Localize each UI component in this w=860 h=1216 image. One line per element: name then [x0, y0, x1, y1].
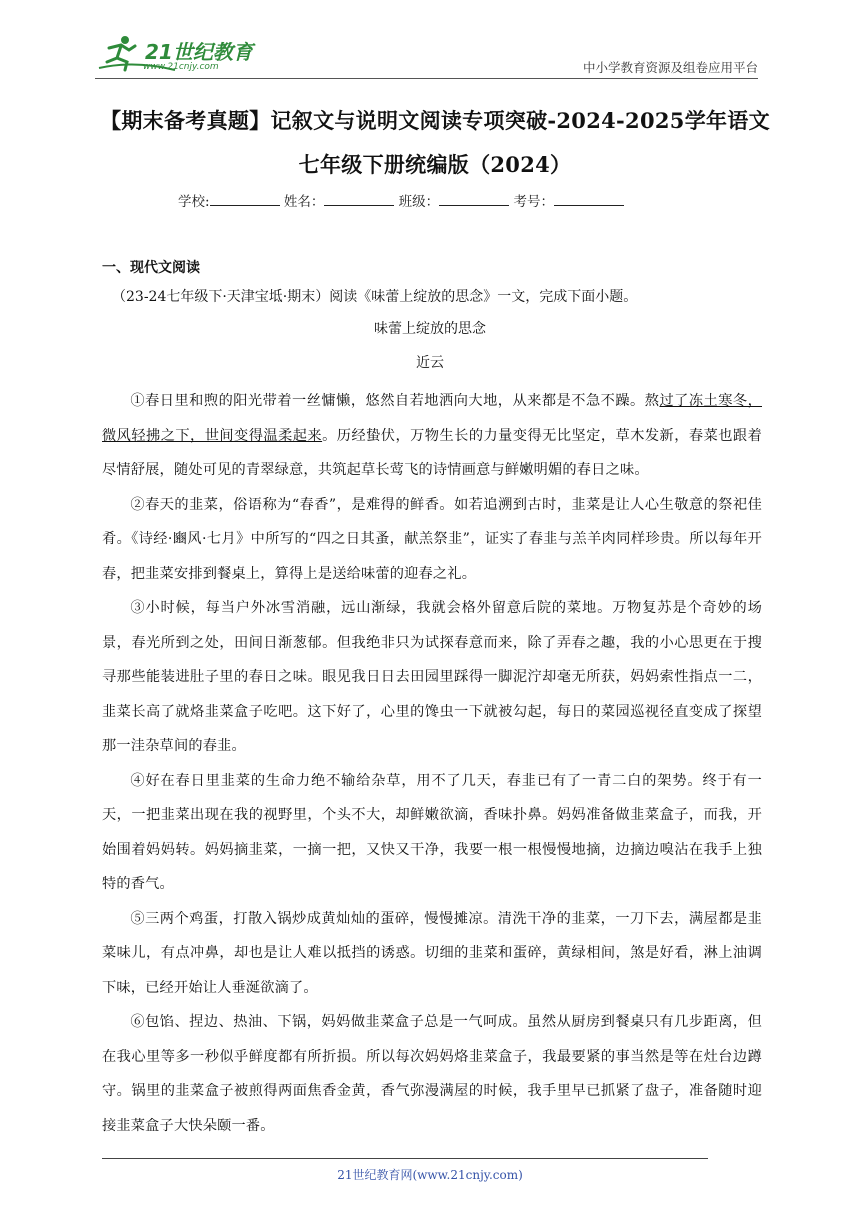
paragraph-2: ②春天的韭菜，俗语称为“春香”，是难得的鲜香。如若追溯到古时，韭菜是让人心生敬意的祭祀佳肴。《诗经·豳风·七月》中所写的“四之日其蚤，献羔祭韭”，证实了春韭与羔羊肉同样珍贵。所以每年开春，把韭菜安排到餐桌上，算得上是送给味蕾的迎春之礼。: [102, 496, 762, 582]
paragraph-5: ⑤三两个鸡蛋，打散入锅炒成黄灿灿的蛋碎，慢慢摊凉。清洗干净的韭菜，一刀下去，满屋都是韭菜味儿，有点冲鼻，却也是让人难以抵挡的诱惑。切细的韭菜和蛋碎，黄绿相间，煞是好看，淋上油调下味，已经开始让人垂涎欲滴了。: [102, 910, 762, 996]
page-title-line-1: 【期末备考真题】记叙文与说明文阅读专项突破-2024-2025学年语文: [100, 108, 770, 133]
logo-url: www.21cnjy.com: [143, 62, 219, 72]
name-label: 姓名：: [283, 194, 325, 210]
name-blank[interactable]: [324, 193, 394, 206]
article-body: [102, 384, 762, 1143]
underlined-sentence: 过了冻土寒冬，微风轻拂之下，世间变得温柔起来: [102, 393, 762, 444]
header-divider: [95, 78, 758, 79]
section-heading: 一、现代文阅读: [102, 260, 200, 276]
paragraph-1-text-b: 。历经蛰伏，万物生长的力量变得无比坚定，草木发新，春菜也跟着尽情舒展，随处可见的青翠绿意，共筑起草长莺飞的诗情画意与鲜嫩明媚的春日之味。: [102, 427, 762, 478]
paragraph-6: ⑥包馅、捏边、热油、下锅，妈妈做韭菜盒子总是一气呵成。虽然从厨房到餐桌只有几步距离，但在我心里等多一秒似乎鲜度都有所折损。所以每次妈妈烙韭菜盒子，我最要紧的事当然是等在灶台边蹲守。锅里的韭菜盒子被煎得两面焦香金黄，香气弥漫满屋的时候，我手里早已抓紧了盘子，准备随时迎接韭菜盒子大快朵颐一番。: [102, 1014, 762, 1134]
page-title-line-2: 七年级下册统编版（2024）: [298, 152, 572, 177]
class-label: 班级：: [398, 194, 440, 210]
site-logo: [95, 32, 265, 76]
student-info-row: [178, 190, 624, 210]
paragraph-4: ④好在春日里韭菜的生命力绝不输给杂草，用不了几天，春韭已有了一青二白的架势。终于有一天，一把韭菜出现在我的视野里，个头不大，却鲜嫩欲滴，香味扑鼻。妈妈准备做韭菜盒子，而我，开始围着妈妈转。妈妈摘韭菜，一摘一把，又快又干净，我要一根一根慢慢地摘，边摘边嗅沾在我手上独特的香气。: [102, 772, 762, 892]
article-title: 味蕾上绽放的思念: [374, 321, 486, 337]
page-header: [95, 30, 758, 80]
class-blank[interactable]: [439, 193, 509, 206]
paragraph-1-text-a: ①春日里和煦的阳光带着一丝慵懒，悠然自若地洒向大地，从来都是不急不躁。熬: [130, 393, 660, 409]
footer-divider: [102, 1158, 708, 1159]
logo-text: 21世纪教育: [145, 40, 253, 64]
question-intro: （23-24七年级下·天津宝坻·期末）阅读《味蕾上绽放的思念》一文，完成下面小题。: [112, 289, 638, 305]
exam-number-blank[interactable]: [554, 193, 624, 206]
platform-name: 中小学教育资源及组卷应用平台: [582, 60, 758, 75]
exam-number-label: 考号：: [513, 194, 554, 210]
paragraph-1: [102, 384, 762, 488]
article-author: 近云: [416, 355, 444, 371]
school-blank[interactable]: [210, 193, 280, 206]
footer-link[interactable]: 21世纪教育网(www.21cnjy.com): [337, 1168, 523, 1182]
school-label: 学校:: [178, 194, 210, 210]
paragraph-3: ③小时候，每当户外冰雪消融，远山渐绿，我就会格外留意后院的菜地。万物复苏是个奇妙的场景，春光所到之处，田间日渐葱郁。但我绝非只为试探春意而来，除了弄春之趣，我的小心思更在于搜寻那些能装进肚子里的春日之味。眼见我日日去田园里踩得一脚泥泞却毫无所获，妈妈索性指点一二，韭菜长高了就烙韭菜盒子吃吧。这下好了，心里的馋虫一下就被勾起，每日的菜园巡视径直变成了探望那一洼杂草间的春韭。: [102, 600, 762, 754]
